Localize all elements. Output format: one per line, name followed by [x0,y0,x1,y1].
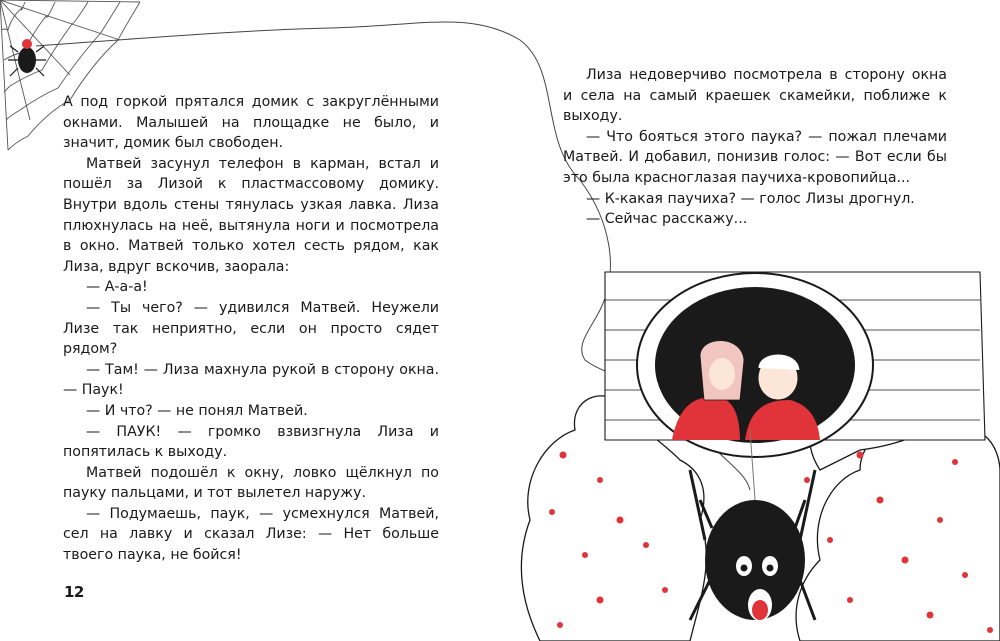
paragraph: Матвей засунул телефон в карман, встал и пошёл за Лизой к пластмассовому домику. Внутри вдоль стены тянулась узкая лавка. Лиза плюхнулась на неё, вытянула ноги и посмотрела в окно. Матвей только хотел сесть рядом, как Лиза, вдруг вскочив, заорала: [63,155,439,275]
page-number: 12 [64,583,84,601]
right-text-column [563,65,947,230]
paragraph: — Что бояться этого паука? — пожал плечами Матвей. И добавил, понизив голос: — Вот если бы это была красноглазая паучиха-кровопийца... [563,128,947,186]
paragraph: Матвей подошёл к окну, ловко щёлкнул по пауку пальцами, и тот вылетел наружу. [63,464,439,502]
paragraph: — И что? — не понял Матвей. [86,402,308,419]
paragraph: — Сейчас расскажу... [586,211,748,228]
left-text-column [63,92,439,566]
big-spider-icon [690,470,815,621]
paragraph: — К-какая паучиха? — голос Лизы дрогнул. [586,190,915,207]
paragraph: — ПАУК! — громко взвизгнула Лиза и попятилась к выходу. [63,423,439,461]
paragraph: — Подумаешь, паук, — усмехнулся Матвей, сел на лавку и сказал Лизе: — Нет больше твоего паука, не бойся! [63,505,439,564]
paragraph: — Там! — Лиза махнула рукой в сторону окна. — Паук! [63,361,439,399]
paragraph: А под горкой прятался домик с закруглёнными окнами. Малышей на площадке не было, и значит, домик был свободен. [63,94,439,152]
paragraph: — А-а-а! [86,279,148,296]
paragraph: — Ты чего? — удивился Матвей. Неужели Лизе так неприятно, если он просто сядет рядом? [63,299,439,358]
paragraph: Лиза недоверчиво посмотрела в сторону окна и села на самый краешек скамейки, поближе к выходу. [563,67,947,125]
